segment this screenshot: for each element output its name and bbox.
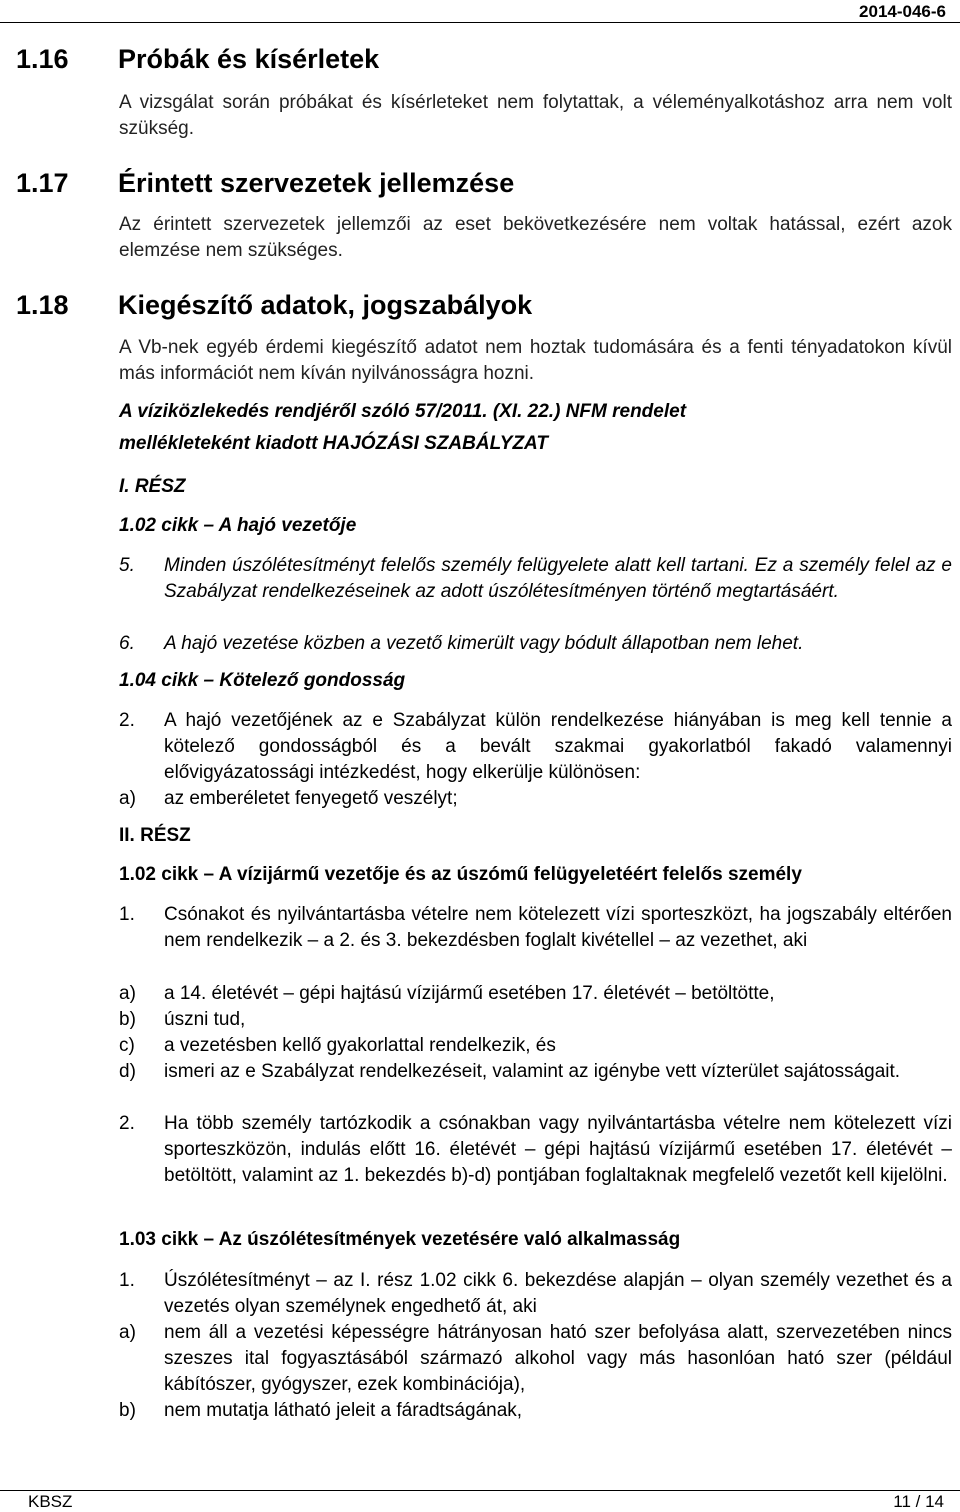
article-item-a [119,981,952,1007]
item-label: a) [119,983,136,1004]
article-heading-2-1-02: 1.02 cikk – A vízijármű vezetője és az úszómű felügyeletéért felelős személy [119,864,802,885]
article-item-2 [119,1111,952,1189]
law-title-line2: mellékleteként kiadott HAJÓZÁSI SZABÁLYZAT [119,433,548,454]
item-label: a) [119,788,136,809]
header-rule [0,22,960,23]
part-heading-1: I. RÉSZ [119,476,186,497]
item-text: nem mutatja látható jeleit a fáradtságának, [164,1400,523,1421]
section-number: 1.16 [16,44,69,74]
part-heading-2: II. RÉSZ [119,825,191,846]
section-title: Kiegészítő adatok, jogszabályok [118,290,533,320]
article-item-2 [119,708,952,786]
article-item-a [119,786,952,812]
section-title: Érintett szervezetek jellemzése [118,168,515,198]
article-item-b [119,1007,952,1033]
article-heading-1-02: 1.02 cikk – A hajó vezetője [119,515,357,536]
footer-org: KBSZ [28,1492,73,1511]
article-item-5 [119,553,952,605]
article-heading-2-1-03: 1.03 cikk – Az úszólétesítmények vezetésére való alkalmasság [119,1229,681,1250]
item-text: Úszólétesítményt – az I. rész 1.02 cikk 6. bekezdése alapján – olyan személy vezethet és a vezetés olyan személynek engedhető át, aki [164,1270,952,1317]
article-item-c [119,1033,952,1059]
item-text: a vezetésben kellő gyakorlattal rendelkezik, és [164,1035,556,1056]
item-label: d) [119,1061,136,1082]
article-item-6 [119,631,952,657]
article-item-b [119,1398,952,1424]
section-title: Próbák és kísérletek [118,44,380,74]
item-text: úszni tud, [164,1009,246,1030]
article-item-d [119,1059,952,1085]
item-text: az emberéletet fenyegető veszélyt; [164,788,458,809]
item-label: b) [119,1009,136,1030]
item-label: 6. [119,633,135,654]
item-label: c) [119,1035,135,1056]
section-body-1-16: A vizsgálat során próbákat és kísérleteket nem folytattak, a véleményalkotáshoz arra nem volt szükség. [119,92,952,139]
item-label: 2. [119,710,135,731]
item-text: Csónakot és nyilvántartásba vételre nem kötelezett vízi sporteszközt, ha jogszabály eltérően nem rendelkezik – a 2. és 3. bekezdésben foglalt kivétellel – az vezethet, aki [164,904,952,951]
item-text: ismeri az e Szabályzat rendelkezéseit, valamint az igénybe vett vízterület sajátosságait. [164,1061,901,1082]
section-body-1-18: A Vb-nek egyéb érdemi kiegészítő adatot nem hoztak tudomására és a fenti tényadatokon kívül más információt nem kíván nyilvánosságra hozni. [119,337,952,384]
item-text: Minden úszólétesítményt felelős személy felügyelete alatt kell tartani. Ez a személy felel az e Szabályzat rendelkezéseinek az adott úszólétesítményen történő megtartásáért. [164,555,952,602]
article-item-a [119,1320,952,1398]
document-id: 2014-046-6 [859,2,946,21]
item-label: 1. [119,904,135,925]
item-text: Ha több személy tartózkodik a csónakban vagy nyilvántartásba vételre nem kötelezett vízi sporteszközön, indulás előtt 16. életévét – gépi hajtású vízijármű esetében 17. életévét – betöltött, valamint az 1. bekezdés b)-d) pontjában foglaltaknak megfelelő vezetőt kell kijelölni. [164,1113,952,1186]
law-title-line1: A víziközlekedés rendjéről szóló 57/2011. (XI. 22.) NFM rendelet [119,401,687,422]
article-item-1 [119,1268,952,1320]
item-text: A hajó vezetése közben a vezető kimerült vagy bódult állapotban nem lehet. [164,633,804,654]
item-text: nem áll a vezetési képességre hátrányosan ható szer befolyása alatt, szervezetében nincs szeszes ital fogyasztásából származó alkohol vagy más hasonlóan ható szer (például kábítószer, gyógyszer, ezek kombinációja), [164,1322,952,1395]
item-label: a) [119,1322,136,1343]
item-label: 2. [119,1113,135,1134]
page-number: 11 / 14 [893,1492,944,1511]
article-heading-1-04: 1.04 cikk – Kötelező gondosság [119,670,406,691]
section-body-1-17: Az érintett szervezetek jellemzői az eset bekövetkezésére nem voltak hatással, ezért azok elemzése nem szükséges. [119,214,952,261]
section-number: 1.17 [16,168,69,198]
item-label: 1. [119,1270,135,1291]
footer-rule [0,1490,960,1491]
item-label: 5. [119,555,135,576]
item-text: a 14. életévét – gépi hajtású vízijármű esetében 17. életévét – betöltötte, [164,983,775,1004]
item-text: A hajó vezetőjének az e Szabályzat külön rendelkezése hiányában is meg kell tennie a kötelező gondosságból és a bevált szakmai gyakorlatból fakadó valamennyi elővigyázatossági intézkedést, hogy elkerülje különösen: [164,710,952,783]
item-label: b) [119,1400,136,1421]
article-item-1 [119,902,952,954]
section-number: 1.18 [16,290,69,320]
